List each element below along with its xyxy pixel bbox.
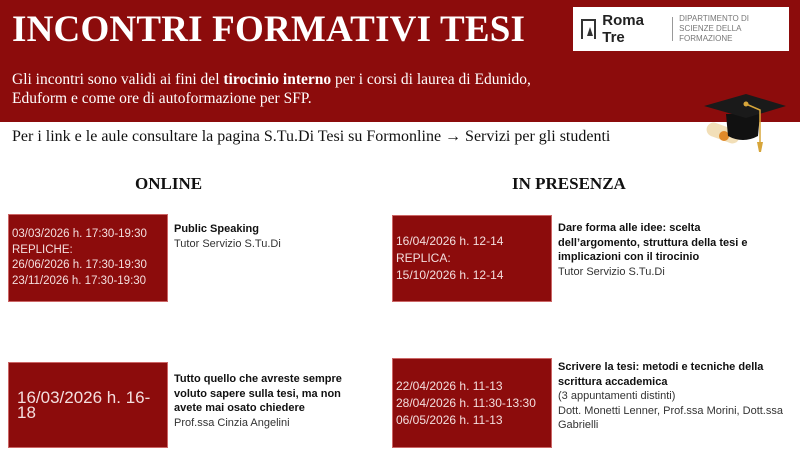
date-line: 15/10/2026 h. 12-14 bbox=[396, 268, 504, 282]
date-line: 06/05/2026 h. 11-13 bbox=[396, 412, 503, 427]
event-speaker: Tutor Servizio S.Tu.Di bbox=[174, 237, 281, 250]
date-line: 28/04/2026 h. 11:30-13:30 bbox=[396, 395, 536, 410]
event-speaker: Prof.ssa Cinzia Angelini bbox=[174, 416, 290, 429]
date-line: REPLICHE: bbox=[12, 243, 73, 256]
date-line: 22/04/2026 h. 11-13 bbox=[396, 378, 503, 393]
event-description bbox=[558, 360, 783, 433]
event-title: Public Speaking bbox=[174, 223, 259, 235]
online-heading: ONLINE bbox=[135, 174, 203, 193]
logo-divider bbox=[672, 17, 673, 41]
links-note: Per i link e le aule consultare la pagina S.Tu.Di Tesi su Formonline → Servizi per gli studenti bbox=[12, 128, 611, 145]
event-description bbox=[558, 221, 778, 279]
intro-part: Gli incontri sono validi ai fini del bbox=[12, 71, 224, 88]
in-presenza-heading: IN PRESENZA bbox=[512, 174, 626, 193]
page-title: INCONTRI FORMATIVI TESI bbox=[12, 9, 526, 50]
event-dates bbox=[392, 215, 552, 302]
event-note: (3 appuntamenti distinti) bbox=[558, 390, 676, 402]
dept-line: DIPARTIMENTO DI bbox=[679, 14, 749, 23]
roma-tre-logo-icon bbox=[581, 19, 596, 39]
event-speaker: Tutor Servizio S.Tu.Di bbox=[558, 265, 665, 278]
date-line: 23/11/2026 h. 17:30-19:30 bbox=[12, 274, 147, 287]
dept-line: SCIENZE DELLA FORMAZIONE bbox=[679, 24, 741, 43]
date-line: 03/03/2026 h. 17:30-19:30 bbox=[12, 228, 147, 240]
event-title: Tutto quello che avreste sempre voluto sapere sulla tesi, ma non avete mai osato chiedere bbox=[174, 373, 342, 414]
event-dates bbox=[392, 358, 552, 448]
date-line: 16/03/2026 h. 16-18 bbox=[17, 387, 151, 422]
event-speaker: Dott. Monetti Lenner, Prof.ssa Morini, Dott.ssa Gabrielli bbox=[558, 404, 783, 431]
date-line: 26/06/2026 h. 17:30-19:30 bbox=[12, 259, 147, 271]
event-dates bbox=[8, 214, 168, 302]
graduation-cap-icon bbox=[700, 92, 786, 156]
intro-part: per i corsi di laurea di Edunido, Eduform e come ore di autoformazione per SFP. bbox=[12, 71, 531, 107]
logo-name: Roma Tre bbox=[602, 12, 644, 46]
intro-bold: tirocinio interno bbox=[223, 71, 332, 88]
intro-text bbox=[12, 70, 572, 108]
date-line: REPLICA: bbox=[396, 251, 451, 265]
event-description bbox=[174, 372, 359, 430]
event-dates bbox=[8, 362, 168, 448]
event-description bbox=[174, 222, 384, 251]
event-title: Dare forma alle idee: scelta dell’argomento, struttura della tesi e implicazioni con il tirocinio bbox=[558, 222, 748, 263]
roma-tre-logo bbox=[573, 7, 789, 51]
event-title: Scrivere la tesi: metodi e tecniche della scrittura accademica bbox=[558, 361, 764, 388]
date-line: 16/04/2026 h. 12-14 bbox=[396, 234, 504, 248]
logo-department bbox=[679, 14, 789, 44]
